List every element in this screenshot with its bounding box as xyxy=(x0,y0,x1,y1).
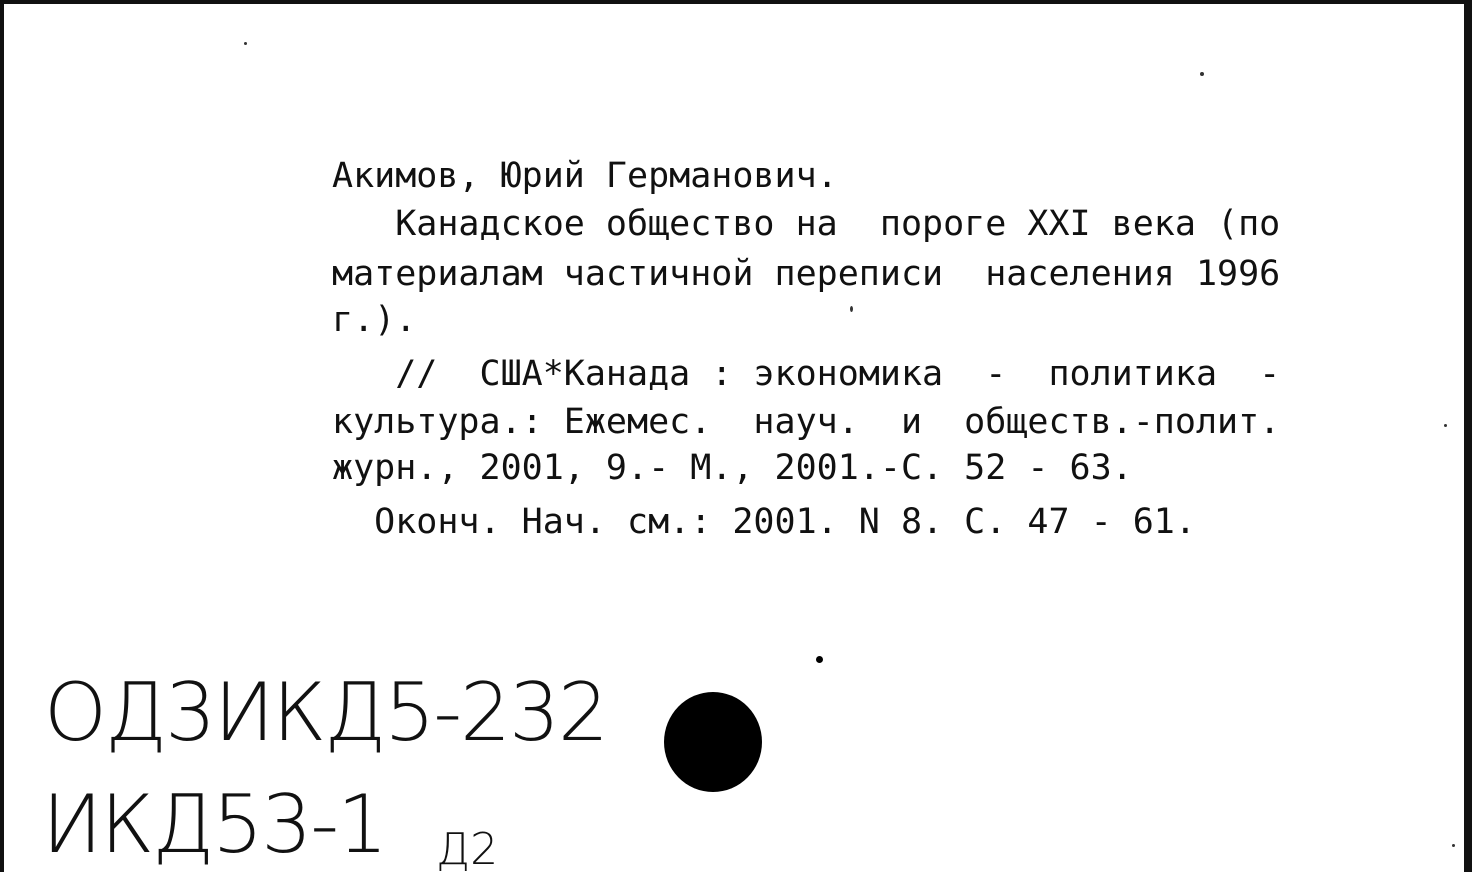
source-line: // США*Канада : экономика - политика - xyxy=(332,354,1281,394)
source-line: журн., 2001, 9.- М., 2001.-С. 52 - 63. xyxy=(332,448,1133,488)
punch-hole xyxy=(664,692,762,792)
title-line: материалам частичной переписи населения 1996 xyxy=(332,254,1281,294)
speck xyxy=(244,42,247,45)
source-line: культура.: Ежемес. науч. и обществ.-полит. xyxy=(332,402,1281,442)
shelf-mark-primary: ОД3ИКД5-232 xyxy=(44,666,607,759)
shelf-mark-suffix: Д2 xyxy=(436,824,499,872)
speck xyxy=(1444,424,1447,427)
speck xyxy=(816,656,823,663)
title-line: Канадское общество на пороге XXI века (по xyxy=(332,204,1281,244)
shelf-mark-secondary: ИКД53-1 xyxy=(42,778,386,871)
note-line: Оконч. Нач. см.: 2001. N 8. С. 47 - 61. xyxy=(332,502,1196,542)
speck xyxy=(1452,844,1455,847)
title-line: г.). xyxy=(332,300,417,340)
speck xyxy=(1200,72,1204,76)
author-heading: Акимов, Юрий Германович. xyxy=(332,156,838,196)
speck xyxy=(850,306,853,312)
